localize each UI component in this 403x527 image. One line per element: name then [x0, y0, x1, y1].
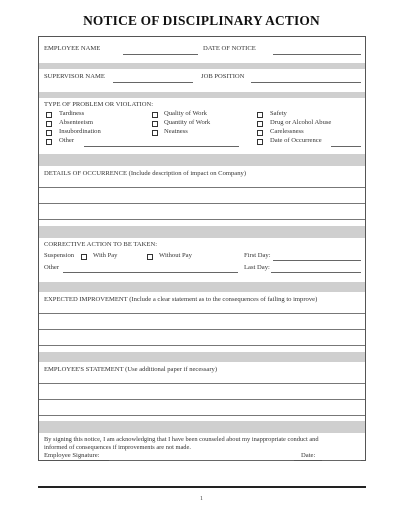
quality-of-work-label: Quality of Work: [164, 110, 207, 117]
statement-line[interactable]: [39, 399, 365, 400]
corrective-other-field[interactable]: [63, 272, 238, 273]
absenteeism-checkbox[interactable]: [46, 121, 52, 127]
job-position-field[interactable]: [251, 82, 361, 83]
first-day-label: First Day:: [244, 252, 271, 259]
section-divider: [39, 352, 365, 362]
details-line[interactable]: [39, 187, 365, 188]
date-of-occurrence-label: Date of Occurrence: [270, 137, 322, 144]
details-line[interactable]: [39, 203, 365, 204]
insubordination-checkbox[interactable]: [46, 130, 52, 136]
date-of-notice-field[interactable]: [273, 54, 361, 55]
document-title: NOTICE OF DISCIPLINARY ACTION: [83, 13, 320, 28]
insubordination-label: Insubordination: [59, 128, 101, 135]
first-day-field[interactable]: [273, 260, 361, 261]
section-divider: [39, 421, 365, 433]
absenteeism-label: Absenteeism: [59, 119, 94, 126]
improvement-line[interactable]: [39, 313, 365, 314]
with-pay-label: With Pay: [93, 252, 118, 259]
section-divider: [39, 226, 365, 238]
last-day-field[interactable]: [271, 272, 361, 273]
safety-checkbox[interactable]: [257, 112, 263, 118]
signature-date-field[interactable]: [322, 460, 361, 461]
supervisor-name-field[interactable]: [113, 82, 193, 83]
details-line[interactable]: [39, 219, 365, 220]
supervisor-name-label: SUPERVISOR NAME: [44, 73, 105, 80]
improvement-heading: EXPECTED IMPROVEMENT (Include a clear statement as to the consequences of failing to improve): [44, 296, 318, 303]
tardiness-checkbox[interactable]: [46, 112, 52, 118]
statement-line[interactable]: [39, 415, 365, 416]
footer-rule: [38, 486, 366, 488]
employee-signature-field[interactable]: [109, 460, 294, 461]
without-pay-checkbox[interactable]: [147, 254, 153, 260]
page-number: 1: [200, 496, 203, 502]
date-of-occurrence-checkbox[interactable]: [257, 139, 263, 145]
last-day-label: Last Day:: [244, 264, 270, 271]
suspension-label: Suspension: [44, 252, 75, 259]
section-divider: [39, 282, 365, 292]
acknowledgment-text-line-2: informed of consequences if improvements are not made.: [44, 444, 191, 451]
job-position-label: JOB POSITION: [201, 73, 245, 80]
safety-label: Safety: [270, 110, 287, 117]
other-checkbox[interactable]: [46, 139, 52, 145]
corrective-other-label: Other: [44, 264, 60, 271]
quantity-of-work-label: Quantity of Work: [164, 119, 211, 126]
employee-signature-label: Employee Signature:: [44, 452, 100, 459]
carelessness-label: Carelessness: [270, 128, 304, 135]
carelessness-checkbox[interactable]: [257, 130, 263, 136]
date-of-occurrence-field[interactable]: [331, 146, 361, 147]
neatness-label: Neatness: [164, 128, 188, 135]
signature-date-label: Date:: [301, 452, 316, 459]
details-heading: DETAILS OF OCCURRENCE (Include description of impact on Company): [44, 170, 247, 177]
without-pay-label: Without Pay: [159, 252, 192, 259]
date-of-notice-label: DATE OF NOTICE: [203, 45, 256, 52]
violation-heading: TYPE OF PROBLEM OR VIOLATION:: [44, 101, 154, 108]
section-divider: [39, 92, 365, 98]
with-pay-checkbox[interactable]: [81, 254, 87, 260]
other-field[interactable]: [84, 146, 239, 147]
neatness-checkbox[interactable]: [152, 130, 158, 136]
section-divider: [39, 154, 365, 166]
statement-heading: EMPLOYEE'S STATEMENT (Use additional paper if necessary): [44, 366, 218, 373]
improvement-line[interactable]: [39, 329, 365, 330]
statement-line[interactable]: [39, 383, 365, 384]
corrective-heading: CORRECTIVE ACTION TO BE TAKEN:: [44, 241, 158, 248]
other-label: Other: [59, 137, 75, 144]
employee-name-label: EMPLOYEE NAME: [44, 45, 101, 52]
employee-name-field[interactable]: [123, 54, 198, 55]
drug-alcohol-abuse-label: Drug or Alcohol Abuse: [270, 119, 332, 126]
quantity-of-work-checkbox[interactable]: [152, 121, 158, 127]
drug-alcohol-abuse-checkbox[interactable]: [257, 121, 263, 127]
quality-of-work-checkbox[interactable]: [152, 112, 158, 118]
disciplinary-form: [38, 36, 366, 461]
section-divider: [39, 63, 365, 69]
acknowledgment-text-line-1: By signing this notice, I am acknowledging that I have been counseled about my inappropriate conduct and: [44, 436, 319, 443]
improvement-line[interactable]: [39, 345, 365, 346]
tardiness-label: Tardiness: [59, 110, 85, 117]
